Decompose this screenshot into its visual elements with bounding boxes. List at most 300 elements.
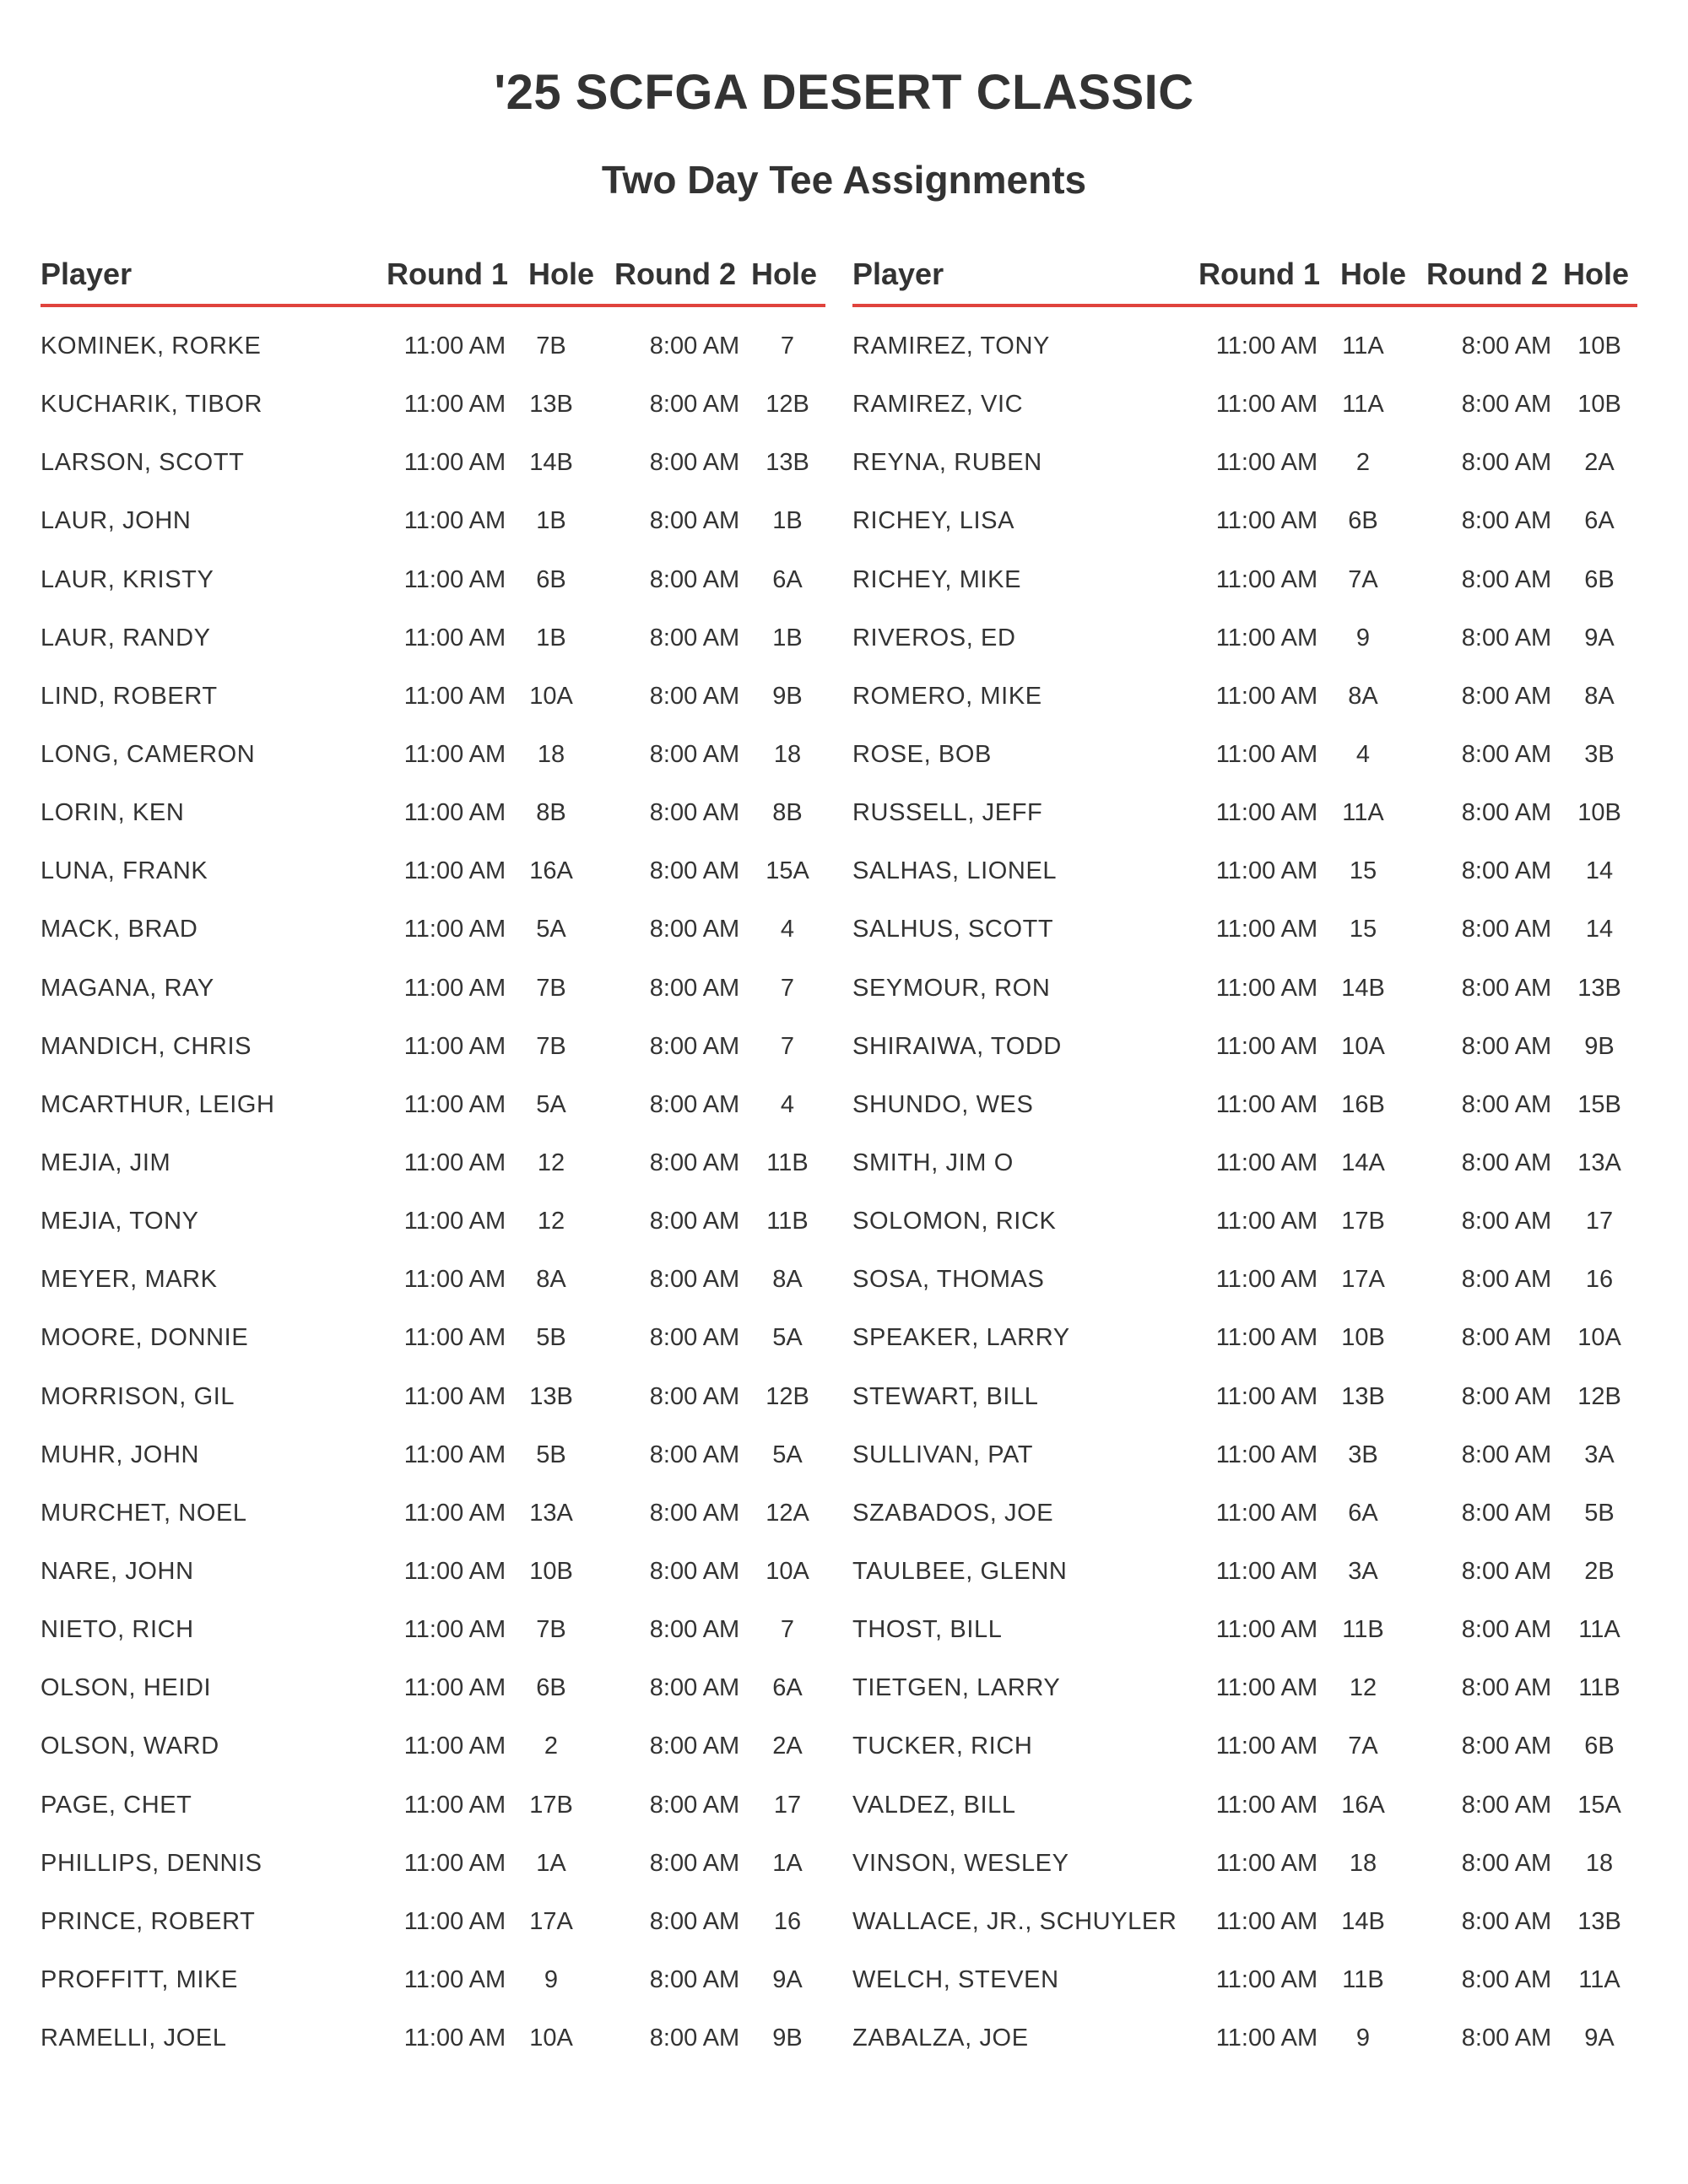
round2-hole: 16 [773, 1907, 802, 1935]
round1-time: 11:00 AM [403, 1032, 506, 1060]
round2-hole: 8A [1584, 682, 1615, 710]
round2-hole: 10B [1577, 391, 1621, 419]
player-name: ROSE, BOB [852, 740, 992, 768]
round1-time: 11:00 AM [1215, 1441, 1318, 1468]
player-name: SULLIVAN, PAT [852, 1441, 1034, 1468]
round1-time: 11:00 AM [403, 1557, 506, 1585]
round1-time: 11:00 AM [403, 916, 506, 943]
round1-hole: 6A [1348, 1499, 1378, 1527]
table-row [852, 1196, 1637, 1254]
table-row [41, 1896, 825, 1954]
round1-time: 11:00 AM [403, 1733, 506, 1760]
player-name: KUCHARIK, TIBOR [41, 391, 263, 419]
player-name: SZABADOS, JOE [852, 1499, 1054, 1527]
table-row [852, 1721, 1637, 1779]
round2-hole: 2A [1584, 449, 1615, 477]
round1-time: 11:00 AM [1215, 799, 1318, 827]
round1-hole: 9 [1355, 2025, 1371, 2052]
player-name: ZABALZA, JOE [852, 2025, 1029, 2052]
round1-hole: 10B [529, 1557, 573, 1585]
round1-time: 11:00 AM [1215, 624, 1318, 651]
round1-hole: 18 [537, 740, 565, 768]
player-name: STEWART, BILL [852, 1382, 1039, 1410]
table-row [852, 1254, 1637, 1312]
round1-hole: 6B [1348, 507, 1378, 535]
player-name: RAMIREZ, TONY [852, 332, 1050, 359]
round1-hole: 13B [529, 391, 573, 419]
table-row [41, 1954, 825, 2013]
player-name: MURCHET, NOEL [41, 1499, 247, 1527]
round1-hole: 16A [1341, 1791, 1385, 1819]
round2-time: 8:00 AM [1461, 1907, 1552, 1935]
table-row [41, 379, 825, 437]
table-row [41, 613, 825, 671]
round2-time: 8:00 AM [1461, 1149, 1552, 1176]
table-row [41, 1488, 825, 1546]
round2-time: 8:00 AM [649, 740, 740, 768]
round1-hole: 11B [1342, 1965, 1384, 1993]
round2-hole: 5A [772, 1324, 803, 1352]
round1-hole: 8A [536, 1266, 566, 1294]
header-hole2: Hole [751, 257, 818, 291]
round2-hole: 6A [772, 565, 803, 593]
round2-time: 8:00 AM [649, 565, 740, 593]
round1-hole: 10B [1341, 1324, 1385, 1352]
round2-hole: 8B [772, 799, 803, 827]
table-row [852, 1780, 1637, 1838]
table-row [41, 1079, 825, 1138]
table-row [852, 379, 1637, 437]
round1-time: 11:00 AM [403, 1090, 506, 1118]
round2-hole: 11A [1578, 1616, 1620, 1644]
round2-time: 8:00 AM [1461, 1382, 1552, 1410]
table-row [852, 1896, 1637, 1954]
round2-time: 8:00 AM [1461, 2025, 1552, 2052]
round2-time: 8:00 AM [649, 391, 740, 419]
round2-hole: 15A [766, 857, 809, 885]
round2-hole: 5B [1584, 1499, 1615, 1527]
player-name: SOSA, THOMAS [852, 1266, 1045, 1294]
round2-time: 8:00 AM [649, 1733, 740, 1760]
table-row [41, 2013, 825, 2071]
round2-hole: 15A [1577, 1791, 1621, 1819]
round1-hole: 14B [529, 449, 573, 477]
round2-hole: 13B [1577, 974, 1621, 1002]
table-row [852, 1604, 1637, 1662]
round1-time: 11:00 AM [403, 391, 506, 419]
round2-time: 8:00 AM [649, 1907, 740, 1935]
player-name: OLSON, WARD [41, 1733, 219, 1760]
table-row [852, 1662, 1637, 1721]
player-name: LARSON, SCOTT [41, 449, 245, 477]
table-row [41, 437, 825, 495]
player-name: SMITH, JIM O [852, 1149, 1014, 1176]
table-row [852, 1371, 1637, 1430]
round2-hole: 3A [1584, 1441, 1615, 1468]
player-name: MUHR, JOHN [41, 1441, 200, 1468]
header-round1: Round 1 [1198, 257, 1320, 291]
round2-hole: 12B [766, 1382, 809, 1410]
table-row [41, 1254, 825, 1312]
round1-hole: 3B [1348, 1441, 1378, 1468]
header-round2: Round 2 [1426, 257, 1548, 291]
round1-hole: 17A [1341, 1266, 1385, 1294]
table-header [852, 251, 1637, 307]
table-row [41, 671, 825, 729]
player-name: WELCH, STEVEN [852, 1965, 1059, 1993]
round1-hole: 7A [1348, 1733, 1378, 1760]
table-row [852, 1312, 1637, 1370]
player-name: PROFFITT, MIKE [41, 1965, 238, 1993]
player-name: MAGANA, RAY [41, 974, 214, 1002]
round1-time: 11:00 AM [403, 1499, 506, 1527]
round1-time: 11:00 AM [1215, 916, 1318, 943]
round1-time: 11:00 AM [1215, 1616, 1318, 1644]
player-name: WALLACE, JR., SCHUYLER [852, 1907, 1177, 1935]
round2-hole: 18 [1585, 1849, 1614, 1877]
round2-hole: 9A [1584, 2025, 1615, 2052]
round1-time: 11:00 AM [1215, 1382, 1318, 1410]
round2-time: 8:00 AM [649, 624, 740, 651]
round1-time: 11:00 AM [403, 857, 506, 885]
player-name: RUSSELL, JEFF [852, 799, 1043, 827]
round2-time: 8:00 AM [649, 916, 740, 943]
round2-hole: 14 [1585, 916, 1614, 943]
player-name: MEJIA, JIM [41, 1149, 171, 1176]
round1-hole: 8A [1348, 682, 1378, 710]
round2-hole: 11A [1578, 1965, 1620, 1993]
player-name: KOMINEK, RORKE [41, 332, 262, 359]
table-row [41, 1546, 825, 1604]
round2-hole: 5A [772, 1441, 803, 1468]
round2-time: 8:00 AM [1461, 740, 1552, 768]
round1-time: 11:00 AM [403, 1208, 506, 1235]
round1-hole: 7B [536, 1032, 566, 1060]
round1-time: 11:00 AM [403, 682, 506, 710]
round1-hole: 5A [536, 1090, 566, 1118]
round1-time: 11:00 AM [1215, 332, 1318, 359]
round2-time: 8:00 AM [649, 1849, 740, 1877]
round1-hole: 17B [1341, 1208, 1385, 1235]
round1-hole: 11B [1342, 1616, 1384, 1644]
table-row [852, 437, 1637, 495]
player-name: RICHEY, MIKE [852, 565, 1022, 593]
round1-time: 11:00 AM [403, 1616, 506, 1644]
round2-time: 8:00 AM [1461, 799, 1552, 827]
table-row [852, 1430, 1637, 1488]
round1-time: 11:00 AM [1215, 682, 1318, 710]
round2-hole: 7 [780, 974, 795, 1002]
player-name: MANDICH, CHRIS [41, 1032, 252, 1060]
round1-hole: 7B [536, 1616, 566, 1644]
round2-time: 8:00 AM [1461, 332, 1552, 359]
round2-hole: 9B [772, 2025, 803, 2052]
table-row [852, 1954, 1637, 2013]
round1-hole: 6B [536, 565, 566, 593]
round2-hole: 10A [1577, 1324, 1621, 1352]
table-header [41, 251, 825, 307]
round1-time: 11:00 AM [403, 565, 506, 593]
round2-time: 8:00 AM [649, 682, 740, 710]
player-name: MEJIA, TONY [41, 1208, 199, 1235]
round2-hole: 4 [780, 916, 795, 943]
round2-time: 8:00 AM [1461, 1208, 1552, 1235]
player-name: SOLOMON, RICK [852, 1208, 1057, 1235]
round2-hole: 6A [1584, 507, 1615, 535]
table-row [852, 1079, 1637, 1138]
player-name: LORIN, KEN [41, 799, 185, 827]
round1-hole: 12 [537, 1208, 565, 1235]
table-row [852, 729, 1637, 787]
player-name: REYNA, RUBEN [852, 449, 1042, 477]
round2-time: 8:00 AM [1461, 1616, 1552, 1644]
round2-hole: 4 [780, 1090, 795, 1118]
round1-time: 11:00 AM [403, 332, 506, 359]
table-row [852, 1488, 1637, 1546]
round1-hole: 15 [1349, 916, 1377, 943]
round1-time: 11:00 AM [403, 799, 506, 827]
round1-hole: 10A [529, 2025, 573, 2052]
round2-hole: 1B [772, 507, 803, 535]
table-row [41, 846, 825, 904]
round2-time: 8:00 AM [649, 1441, 740, 1468]
round2-time: 8:00 AM [1461, 507, 1552, 535]
round2-time: 8:00 AM [1461, 1090, 1552, 1118]
round2-hole: 10A [766, 1557, 809, 1585]
round2-time: 8:00 AM [1461, 1791, 1552, 1819]
round1-hole: 18 [1349, 1849, 1377, 1877]
round1-hole: 7A [1348, 565, 1378, 593]
table-row [41, 1780, 825, 1838]
round2-hole: 16 [1585, 1266, 1614, 1294]
round1-time: 11:00 AM [403, 740, 506, 768]
table-row [852, 787, 1637, 846]
round2-time: 8:00 AM [649, 507, 740, 535]
round1-time: 11:00 AM [403, 2025, 506, 2052]
player-name: VALDEZ, BILL [852, 1791, 1016, 1819]
round1-hole: 3A [1348, 1557, 1378, 1585]
round1-time: 11:00 AM [403, 1791, 506, 1819]
player-name: VINSON, WESLEY [852, 1849, 1069, 1877]
round1-time: 11:00 AM [1215, 1149, 1318, 1176]
table-row [41, 787, 825, 846]
round2-time: 8:00 AM [1461, 916, 1552, 943]
player-name: PHILLIPS, DENNIS [41, 1849, 262, 1877]
round2-time: 8:00 AM [649, 1791, 740, 1819]
round1-hole: 14A [1341, 1149, 1385, 1176]
round2-hole: 14 [1585, 857, 1614, 885]
tee-table-left [41, 251, 825, 2071]
round2-time: 8:00 AM [1461, 1441, 1552, 1468]
table-row [41, 904, 825, 962]
table-row [41, 1138, 825, 1196]
round2-time: 8:00 AM [649, 1382, 740, 1410]
round2-time: 8:00 AM [1461, 1324, 1552, 1352]
round2-time: 8:00 AM [1461, 974, 1552, 1002]
round2-time: 8:00 AM [649, 1149, 740, 1176]
round2-hole: 3B [1584, 740, 1615, 768]
round1-time: 11:00 AM [1215, 1674, 1318, 1702]
round1-hole: 14B [1341, 974, 1385, 1002]
player-name: TUCKER, RICH [852, 1733, 1033, 1760]
round1-hole: 17B [529, 1791, 573, 1819]
round1-hole: 9 [1355, 624, 1371, 651]
table-row [41, 1838, 825, 1896]
round2-time: 8:00 AM [1461, 857, 1552, 885]
round2-time: 8:00 AM [649, 1324, 740, 1352]
round1-hole: 17A [529, 1907, 573, 1935]
round2-hole: 9A [772, 1965, 803, 1993]
player-name: RAMELLI, JOEL [41, 2025, 227, 2052]
round1-time: 11:00 AM [403, 1849, 506, 1877]
round2-time: 8:00 AM [649, 1616, 740, 1644]
round2-time: 8:00 AM [1461, 1965, 1552, 1993]
table-row [41, 1196, 825, 1254]
round1-hole: 9 [544, 1965, 559, 1993]
tee-table-right [852, 251, 1637, 2071]
header-hole1: Hole [528, 257, 595, 291]
player-name: RICHEY, LISA [852, 507, 1015, 535]
round2-time: 8:00 AM [1461, 1557, 1552, 1585]
player-name: PAGE, CHET [41, 1791, 192, 1819]
table-row [41, 963, 825, 1021]
round2-hole: 10B [1577, 332, 1621, 359]
table-row [41, 1662, 825, 1721]
table-row [852, 904, 1637, 962]
round2-hole: 1B [772, 624, 803, 651]
player-name: MOORE, DONNIE [41, 1324, 249, 1352]
round1-hole: 11A [1342, 799, 1384, 827]
player-name: OLSON, HEIDI [41, 1674, 212, 1702]
round2-time: 8:00 AM [649, 857, 740, 885]
round1-time: 11:00 AM [1215, 1324, 1318, 1352]
table-row [41, 1021, 825, 1079]
round1-hole: 13A [529, 1499, 573, 1527]
round1-time: 11:00 AM [1215, 1208, 1318, 1235]
header-hole2: Hole [1563, 257, 1630, 291]
round1-time: 11:00 AM [403, 624, 506, 651]
table-row [852, 495, 1637, 554]
round1-hole: 5A [536, 916, 566, 943]
round1-time: 11:00 AM [1215, 1733, 1318, 1760]
round2-hole: 18 [773, 740, 802, 768]
round1-time: 11:00 AM [403, 1382, 506, 1410]
round1-hole: 11A [1342, 391, 1384, 419]
round2-hole: 7 [780, 1616, 795, 1644]
page-title: '25 SCFGA DESERT CLASSIC [494, 65, 1194, 120]
round1-hole: 1B [536, 507, 566, 535]
round2-time: 8:00 AM [1461, 565, 1552, 593]
round1-hole: 1B [536, 624, 566, 651]
round2-hole: 1A [772, 1849, 803, 1877]
round2-hole: 11B [1578, 1674, 1620, 1702]
round1-hole: 5B [536, 1324, 566, 1352]
round1-hole: 7B [536, 974, 566, 1002]
round2-hole: 9B [1584, 1032, 1615, 1060]
round1-time: 11:00 AM [1215, 1849, 1318, 1877]
table-row [852, 554, 1637, 613]
player-name: THOST, BILL [852, 1616, 1003, 1644]
round1-hole: 4 [1355, 740, 1371, 768]
round2-time: 8:00 AM [1461, 391, 1552, 419]
player-name: LUNA, FRANK [41, 857, 208, 885]
round2-hole: 9B [772, 682, 803, 710]
round1-time: 11:00 AM [403, 1324, 506, 1352]
round1-hole: 15 [1349, 857, 1377, 885]
round1-time: 11:00 AM [1215, 1557, 1318, 1585]
round1-time: 11:00 AM [1215, 1791, 1318, 1819]
round1-time: 11:00 AM [1215, 1090, 1318, 1118]
round2-time: 8:00 AM [649, 1674, 740, 1702]
round2-hole: 2B [1584, 1557, 1615, 1585]
round2-hole: 17 [773, 1791, 802, 1819]
player-name: RAMIREZ, VIC [852, 391, 1024, 419]
round1-hole: 14B [1341, 1907, 1385, 1935]
round1-time: 11:00 AM [1215, 1907, 1318, 1935]
table-row [852, 671, 1637, 729]
round2-hole: 12B [1577, 1382, 1621, 1410]
round2-hole: 6B [1584, 1733, 1615, 1760]
round2-time: 8:00 AM [649, 1965, 740, 1993]
round2-hole: 9A [1584, 624, 1615, 651]
round2-hole: 7 [780, 332, 795, 359]
round1-hole: 16B [1341, 1090, 1385, 1118]
header-hole1: Hole [1340, 257, 1407, 291]
round2-hole: 13A [1577, 1149, 1621, 1176]
round2-time: 8:00 AM [1461, 449, 1552, 477]
round2-time: 8:00 AM [1461, 1849, 1552, 1877]
round1-time: 11:00 AM [1215, 974, 1318, 1002]
round1-hole: 11A [1342, 332, 1384, 359]
round1-time: 11:00 AM [403, 449, 506, 477]
table-body [41, 307, 825, 2071]
round2-time: 8:00 AM [649, 1499, 740, 1527]
round2-hole: 12A [766, 1499, 809, 1527]
player-name: LIND, ROBERT [41, 682, 218, 710]
round1-time: 11:00 AM [403, 1441, 506, 1468]
round1-hole: 6B [536, 1674, 566, 1702]
round1-time: 11:00 AM [403, 1907, 506, 1935]
round2-hole: 17 [1585, 1208, 1614, 1235]
round1-time: 11:00 AM [1215, 1965, 1318, 1993]
round1-hole: 7B [536, 332, 566, 359]
round1-hole: 2 [544, 1733, 559, 1760]
player-name: SPEAKER, LARRY [852, 1324, 1070, 1352]
round1-time: 11:00 AM [403, 1674, 506, 1702]
header-player: Player [852, 257, 944, 291]
player-name: SHUNDO, WES [852, 1090, 1034, 1118]
table-row [852, 321, 1637, 379]
round1-time: 11:00 AM [1215, 740, 1318, 768]
round1-hole: 10A [529, 682, 573, 710]
round1-time: 11:00 AM [1215, 2025, 1318, 2052]
round2-hole: 6B [1584, 565, 1615, 593]
table-row [41, 1721, 825, 1779]
round1-hole: 10A [1341, 1032, 1385, 1060]
round1-hole: 1A [536, 1849, 566, 1877]
player-name: TIETGEN, LARRY [852, 1674, 1061, 1702]
round1-time: 11:00 AM [403, 1149, 506, 1176]
round2-time: 8:00 AM [1461, 682, 1552, 710]
round1-time: 11:00 AM [403, 507, 506, 535]
player-name: SALHAS, LIONEL [852, 857, 1058, 885]
player-name: SHIRAIWA, TODD [852, 1032, 1062, 1060]
round2-hole: 2A [772, 1733, 803, 1760]
round1-hole: 12 [1349, 1674, 1377, 1702]
round1-time: 11:00 AM [1215, 391, 1318, 419]
header-round1: Round 1 [387, 257, 508, 291]
round1-hole: 16A [529, 857, 573, 885]
